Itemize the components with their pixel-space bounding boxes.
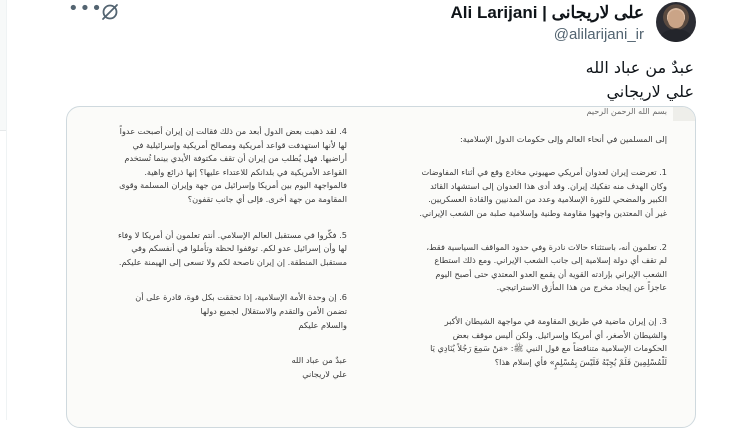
letter-point-1: 1. تعرضت إيران لعدوان أمريكي صهيوني مخادع وقع في أثناء المفاوضات وكان الهدف منه تفكيك إيران. وقد أدى هذا العدوان إلى استشهاد القائد الكبير والمضحي للثورة الإسلامية وعدد من المدنيين والقادة العسكريين. غير أن المعتدين واجهوا مقاومة وطنية وإسلامية صلبة من الشعب الإيراني. <box>419 167 667 218</box>
letter-signature-line2: علي لاريجاني <box>302 368 347 379</box>
letter-point-2: 2. تعلمون أنه، باستثناء حالات نادرة وفي حدود المواقف السياسية فقط، لم تقف أي دولة إسلامية إلى جانب الشعب الإيراني. ومع ذلك استطاع الشعب الإيراني بإرادته القوية أن يقمع العدو المعتدي حتى أصبح اليوم عاجزاً عن إيجاد مخرج من هذا المأزق الاستراتيجي. <box>426 241 667 293</box>
letter-greeting: إلى المسلمين في أنحاء العالم وإلى حكومات الدول الإسلامية: <box>459 133 667 144</box>
tweet-text <box>586 56 694 104</box>
author-handle[interactable]: @alilarijani_ir <box>553 26 644 43</box>
letter-closing: والسلام عليكم <box>298 319 347 330</box>
attached-letter-image[interactable] <box>66 106 696 428</box>
letter-signature-line1: عبدٌ من عباد الله <box>291 355 347 366</box>
letter-basmala: بسم الله الرحمن الرحيم <box>586 107 667 116</box>
avatar-suit-shape <box>660 29 692 42</box>
page-corner <box>673 107 695 121</box>
left-sidebar-edge <box>0 0 7 420</box>
letter-point-6: 6. إن وحدة الأمة الإسلامية، إذا تحققت بكل قوة، قادرة على أن تضمن الأمن والتقدم والاستقلال لجميع دولها <box>135 292 347 316</box>
letter-right-column <box>417 107 667 389</box>
author-info[interactable] <box>451 3 644 43</box>
author-display-name[interactable]: Ali Larijani | علی لاریجانی <box>450 3 644 22</box>
avatar[interactable] <box>656 2 696 42</box>
letter-point-5: 5. فكّروا في مستقبل العالم الإسلامي. أنتم تعلمون أن أمريكا لا وفاء لها وأن إسرائيل عدو لكم. توقفوا لحظة وتأملوا في أنفسكم وفي مستقبل المنطقة. إن إيران ناصحة لكم ولا تسعى إلى الهيمنة عليكم. <box>117 229 347 267</box>
letter-page <box>67 107 695 427</box>
tweet-text-line2: علي لاريجاني <box>606 82 694 101</box>
tweet-header <box>0 0 730 50</box>
grok-icon[interactable] <box>100 2 120 22</box>
more-horizontal-icon[interactable]: ••• <box>68 0 103 19</box>
letter-point-3: 3. إن إيران ماضية في طريق المقاومة في مواجهة الشيطان الأكبر والشيطان الأصغر، أي أمريكا وإسرائيل. ولكن أليس موقف بعض الحكومات الإسلامية متناقضاً مع قول النبي ﷺ: «مَنْ سَمِعَ رَجُلاً يُنَادِي يَا لَلْمُسْلِمِينَ فَلَمْ يُجِبْهُ فَلَيْسَ بِمُسْلِمٍ» فأي إسلام هذا؟ <box>430 315 667 367</box>
tweet-text-line1: عبدٌ من عباد الله <box>585 58 694 77</box>
letter-left-column <box>115 125 347 381</box>
avatar-face-shape <box>668 10 684 28</box>
letter-point-4: 4. لقد ذهبت بعض الدول أبعد من ذلك فقالت إن إيران أصبحت عدواً لها لأنها استهدفت قواعد أمريكية ومصالح أمريكية وإسرائيلية في أراضيها. فهل يُطلب من إيران أن تقف مكتوفة الأيدي بينما تُستخدم القواعد الأمريكية في بلدانكم للاعتداء عليها؟ إنها ذرائع واهية. فالمواجهة اليوم بين أمريكا وإسرائيل من جهة وإيران المسلمة وقوى المقاومة من جهة أخرى. فإلى أي جانب تقفون؟ <box>119 126 347 204</box>
